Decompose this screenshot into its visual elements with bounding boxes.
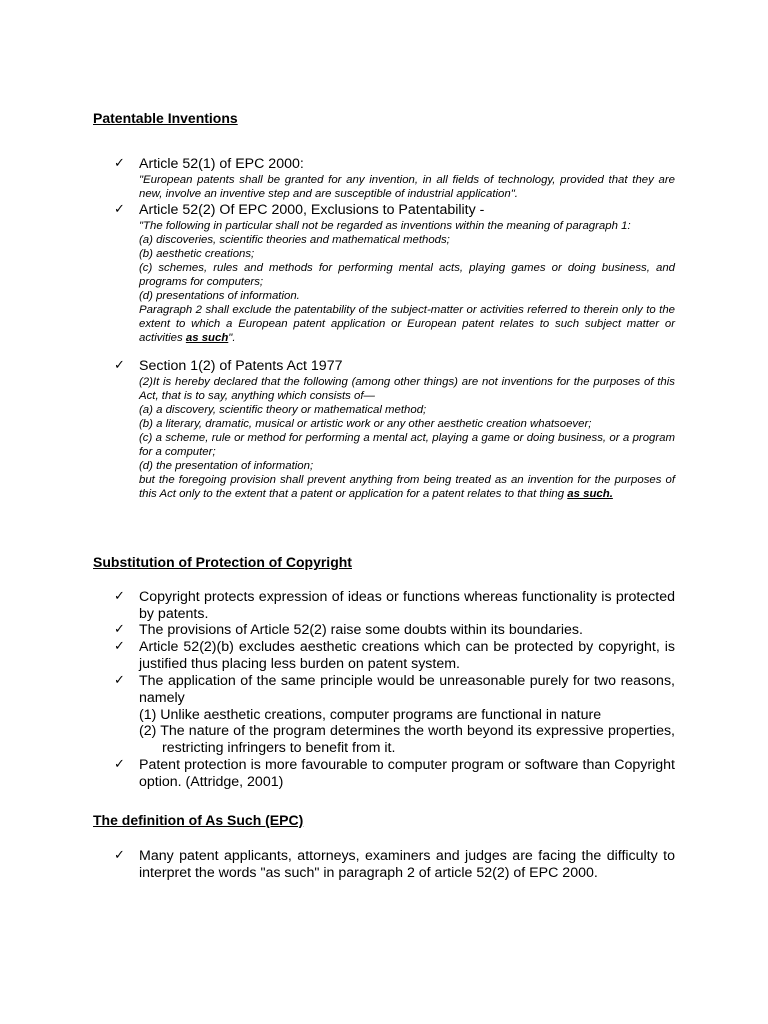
list-item-copyright-1 bbox=[114, 589, 675, 623]
list-item-article-52-1 bbox=[114, 156, 675, 201]
item-text: Many patent applicants, attorneys, examiners and judges are facing the difficulty to interpret the words "as such" in paragraph 2 of article 52(2) of EPC 2000. bbox=[139, 848, 675, 881]
list-item-as-such-1 bbox=[114, 848, 675, 882]
list-item-section-1-2 bbox=[114, 358, 675, 501]
emphasis-as-such: as such bbox=[185, 331, 229, 344]
quote-text-main: Paragraph 2 shall exclude the patentability of the subject-matter or activities referred to therein only to the extent to which a European patent application or European patent relates to such subject matter or activities bbox=[139, 303, 675, 344]
quote-text: (b) a literary, dramatic, musical or artistic work or any other aesthetic creation whatsoever; bbox=[139, 417, 592, 430]
list-item-copyright-4 bbox=[114, 673, 675, 757]
list-item-copyright-3 bbox=[114, 639, 675, 673]
quote-text: (c) a scheme, rule or method for performing a mental act, playing a game or doing business, or a program for a computer; bbox=[139, 431, 675, 458]
checkmark-icon: ✓ bbox=[114, 622, 125, 637]
heading-definition-as-such: The definition of As Such (EPC) bbox=[93, 812, 304, 828]
item-title: Article 52(2) Of EPC 2000, Exclusions to Patentability - bbox=[139, 202, 485, 218]
checkmark-icon: ✓ bbox=[114, 202, 125, 217]
quote-text bbox=[139, 473, 675, 501]
heading-substitution-of-protection: Substitution of Protection of Copyright bbox=[93, 554, 352, 570]
item-text: Patent protection is more favourable to computer program or software than Copyright option. (Attridge, 2001) bbox=[139, 757, 675, 790]
quote-text: (c) schemes, rules and methods for performing mental acts, playing games or doing business, and programs for computers; bbox=[139, 261, 675, 288]
checkmark-icon: ✓ bbox=[114, 848, 125, 863]
checkmark-icon: ✓ bbox=[114, 673, 125, 688]
checkmark-icon: ✓ bbox=[114, 757, 125, 772]
quote-text: (d) presentations of information. bbox=[139, 289, 300, 302]
sub-item-1: (1) Unlike aesthetic creations, computer programs are functional in nature bbox=[139, 706, 602, 723]
quote-text bbox=[139, 303, 675, 345]
quote-text: (d) the presentation of information; bbox=[139, 459, 314, 472]
sub-item-2: (2) The nature of the program determines the worth beyond its expressive properties, restricting infringers to benefit from it. bbox=[139, 723, 675, 757]
item-text: Article 52(2)(b) excludes aesthetic creations which can be protected by copyright, is justified thus placing less burden on patent system. bbox=[139, 639, 675, 672]
quote-tail: ". bbox=[228, 331, 236, 344]
quote-text-main: but the foregoing provision shall prevent anything from being treated as an invention for the purposes of this Act only to the extent that a patent or application for a patent relates to that thing bbox=[139, 473, 675, 500]
item-text: Copyright protects expression of ideas or functions whereas functionality is protected by patents. bbox=[139, 589, 675, 622]
quote-text: (a) a discovery, scientific theory or mathematical method; bbox=[139, 403, 427, 416]
quote-text: "European patents shall be granted for any invention, in all fields of technology, provided that they are new, involve an inventive step and are susceptible of industrial application". bbox=[139, 173, 675, 200]
item-text: The provisions of Article 52(2) raise some doubts within its boundaries. bbox=[139, 622, 583, 638]
checkmark-icon: ✓ bbox=[114, 639, 125, 654]
list-item-copyright-2 bbox=[114, 622, 675, 639]
quote-text: (2)It is hereby declared that the following (among other things) are not inventions for the purposes of this Act, that is to say, anything which consists of— bbox=[139, 375, 675, 402]
item-title: Section 1(2) of Patents Act 1977 bbox=[139, 358, 343, 374]
list-item-article-52-2 bbox=[114, 202, 675, 345]
checkmark-icon: ✓ bbox=[114, 358, 125, 373]
checkmark-icon: ✓ bbox=[114, 589, 125, 604]
item-title: Article 52(1) of EPC 2000: bbox=[139, 156, 304, 172]
checkmark-icon: ✓ bbox=[114, 156, 125, 171]
quote-text: "The following in particular shall not be regarded as inventions within the meaning of paragraph 1: bbox=[139, 219, 631, 232]
quote-text: (b) aesthetic creations; bbox=[139, 247, 255, 260]
list-item-copyright-5 bbox=[114, 757, 675, 791]
item-text: The application of the same principle would be unreasonable purely for two reasons, namely bbox=[139, 673, 675, 706]
quote-text: (a) discoveries, scientific theories and mathematical methods; bbox=[139, 233, 450, 246]
heading-patentable-inventions: Patentable Inventions bbox=[93, 110, 238, 126]
emphasis-as-such: as such. bbox=[567, 487, 613, 500]
